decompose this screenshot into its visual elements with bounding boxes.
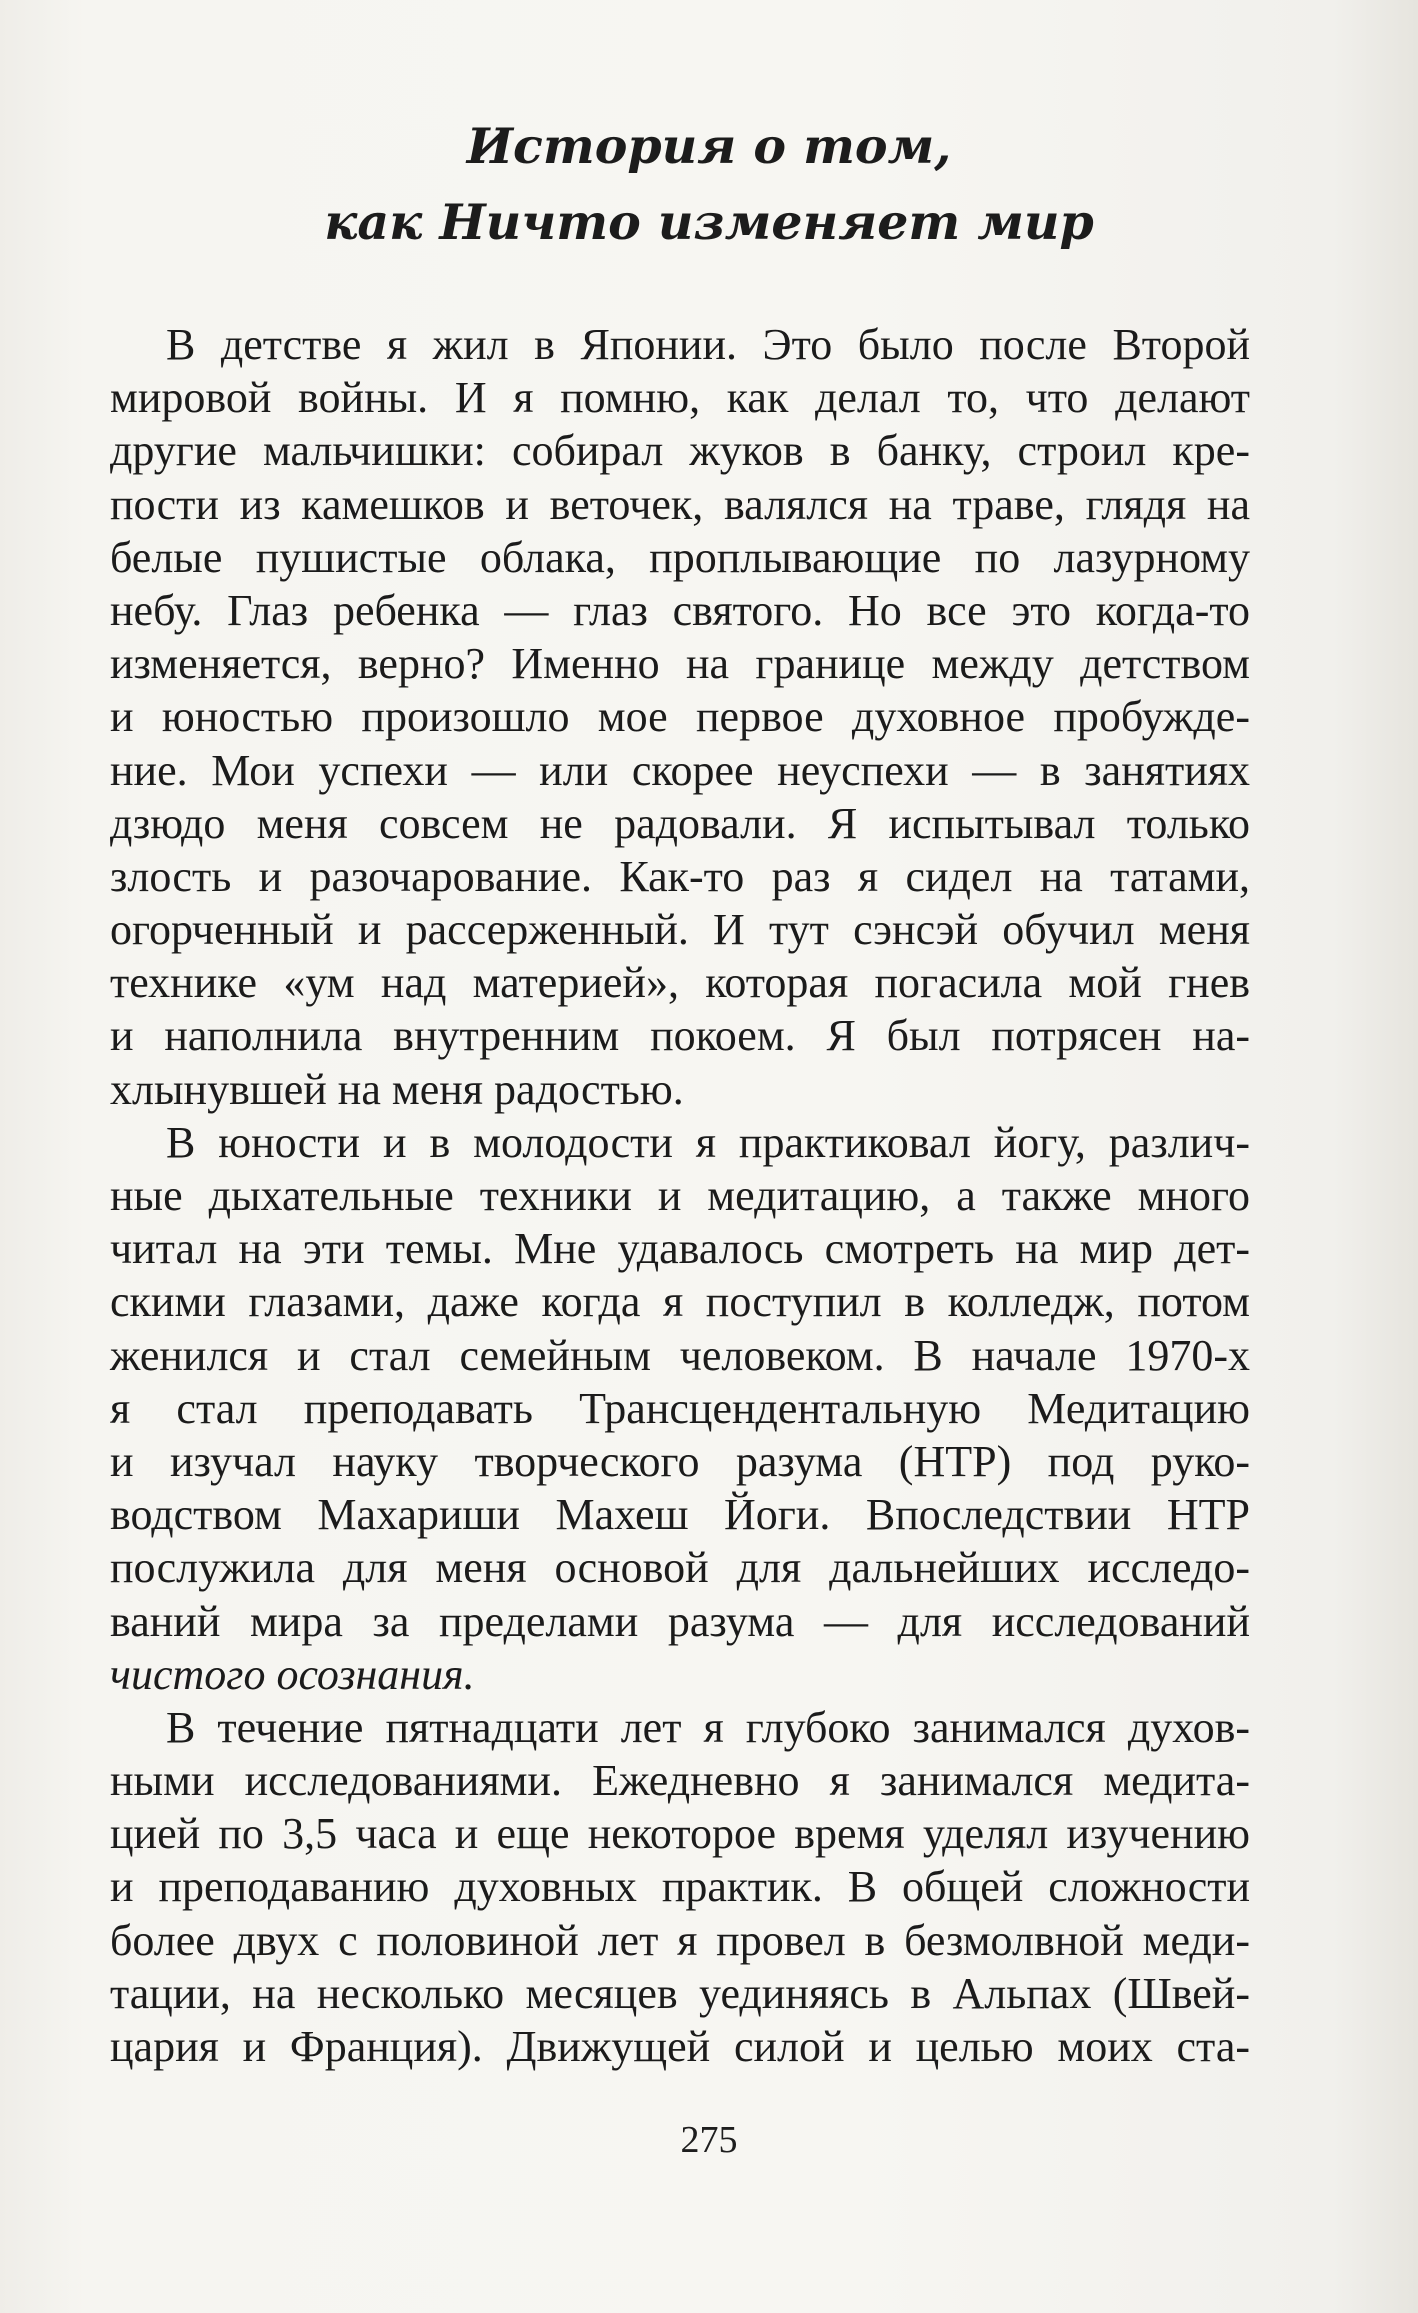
text-line: женился и стал семейным человеком. В начале 1970-х xyxy=(110,1330,1250,1380)
text-line: хлынувшей на меня радостью. xyxy=(110,1064,684,1114)
text-line: В детстве я жил в Японии. Это было после Второй xyxy=(166,320,1250,369)
text-line: я стал преподавать Трансцендентальную Медитацию xyxy=(110,1383,1250,1433)
text-line: пости из камешков и веточек, валялся на траве, глядя на xyxy=(110,479,1250,529)
chapter-title-line-1: История о том, xyxy=(466,117,952,175)
text-line: ваний мира за пределами разума — для исследований xyxy=(110,1596,1250,1646)
text-line: и изучал науку творческого разума (НТР) под руко- xyxy=(110,1436,1250,1486)
text-line: и преподаванию духовных практик. В общей сложности xyxy=(110,1862,1250,1912)
body-text xyxy=(110,318,1250,2073)
text-line: небу. Глаз ребенка — глаз святого. Но все это когда-то xyxy=(110,585,1250,635)
text-line: цией по 3,5 часа и еще некоторое время уделял изучению xyxy=(110,1809,1250,1859)
text-line: изменяется, верно? Именно на границе между детством xyxy=(110,639,1250,689)
text-line: водством Махариши Махеш Йоги. Впоследствии НТР xyxy=(110,1490,1250,1540)
text-line: В юности и в молодости я практиковал йогу, различ- xyxy=(166,1117,1250,1167)
text-line: более двух с половиной лет я провел в безмолвной меди- xyxy=(110,1915,1250,1965)
text-line: цария и Франция). Движущей силой и целью моих ста- xyxy=(110,2022,1250,2071)
text-line: послужила для меня основой для дальнейших исследо- xyxy=(110,1543,1250,1593)
page-number: 275 xyxy=(680,2119,738,2161)
text-line: дзюдо меня совсем не радовали. Я испытывал только xyxy=(110,798,1250,848)
text-line: В течение пятнадцати лет я глубоко занимался духов- xyxy=(166,1702,1250,1752)
text-line: другие мальчишки: собирал жуков в банку, строил кре- xyxy=(110,426,1250,476)
text-line: белые пушистые облака, проплывающие по лазурному xyxy=(110,532,1250,582)
text-line: и юностью произошло мое первое духовное пробужде- xyxy=(110,692,1250,742)
text-line: ными исследованиями. Ежедневно я занимался медита- xyxy=(110,1756,1250,1806)
text-line: скими глазами, даже когда я поступил в колледж, потом xyxy=(110,1277,1250,1327)
text-line: ные дыхательные техники и медитацию, а также много xyxy=(110,1171,1250,1220)
text-line: читал на эти темы. Мне удавалось смотреть на мир дет- xyxy=(110,1224,1250,1274)
text-line: ние. Мои успехи — или скорее неуспехи — в занятиях xyxy=(110,745,1250,795)
text-line: огорченный и рассерженный. И тут сэнсэй обучил меня xyxy=(110,905,1250,955)
text-line: технике «ум над материей», которая погасила мой гнев xyxy=(110,958,1250,1008)
text-line: и наполнила внутренним покоем. Я был потрясен на- xyxy=(110,1011,1250,1061)
text-line: мировой войны. И я помню, как делал то, что делают xyxy=(110,373,1250,423)
text-line: тации, на несколько месяцев уединяясь в Альпах (Швей- xyxy=(110,1968,1250,2018)
text-line: злость и разочарование. Как-то раз я сидел на татами, xyxy=(110,851,1250,901)
text-line-italic: чистого осознания. xyxy=(110,1649,475,1699)
chapter-title-line-2: как Ничто изменяет мир xyxy=(324,193,1094,251)
